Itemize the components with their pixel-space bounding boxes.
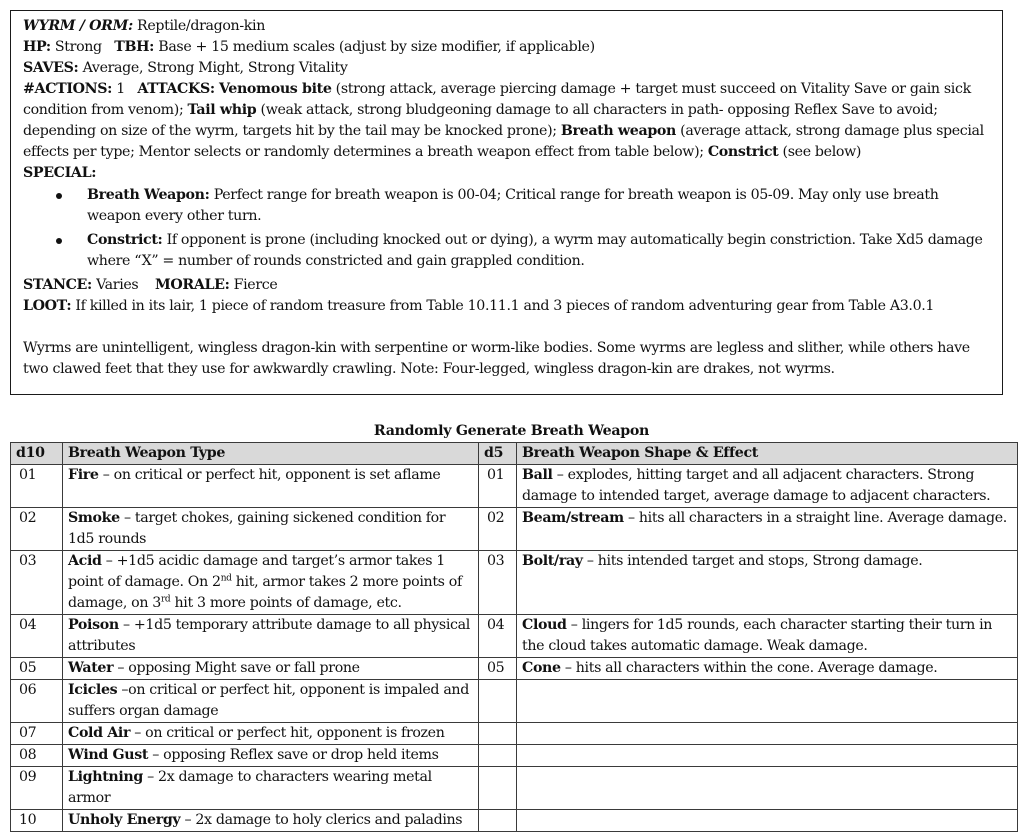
d5-cell: 04 <box>479 615 517 658</box>
type-text: – +1d5 temporary attribute damage to all physical attributes <box>68 617 470 654</box>
header-breath-weapon-type: Breath Weapon Type <box>63 443 479 465</box>
stance-value: Varies <box>91 277 139 293</box>
attack-constrict: Constrict <box>707 144 779 160</box>
type-name: Cold Air <box>68 725 131 741</box>
special-item-breath-weapon <box>87 185 994 227</box>
shape-cell <box>517 465 1018 508</box>
type-name: Unholy Energy <box>68 812 181 828</box>
type-text: hit 3 more points of damage, etc. <box>170 595 402 611</box>
d10-cell: 03 <box>11 551 63 615</box>
attack-tail-whip-text: (weak attack, strong bludgeoning damage to all characters in path- opposing Reflex Save to avoid; depending on size of the wyrm, targets hit by the tail may be knocked prone); <box>23 102 938 139</box>
attacks-label: ATTACKS: <box>137 81 215 97</box>
d10-cell: 01 <box>11 465 63 508</box>
loot-line <box>23 296 994 317</box>
type-name: Smoke <box>68 510 120 526</box>
morale-label: MORALE: <box>155 277 230 293</box>
d5-cell-empty <box>479 723 517 745</box>
shape-cell-empty <box>517 680 1018 723</box>
monster-statblock <box>10 10 1003 395</box>
type-text: – target chokes, gaining sickened condition for 1d5 rounds <box>68 510 446 547</box>
type-name: Wind Gust <box>68 747 149 763</box>
d10-cell: 06 <box>11 680 63 723</box>
loot-label: LOOT: <box>23 298 72 314</box>
type-cell <box>63 680 479 723</box>
monster-type: Reptile/dragon-kin <box>132 18 265 34</box>
type-name: Acid <box>68 553 102 569</box>
d5-cell-empty <box>479 767 517 810</box>
attack-constrict-text: (see below) <box>778 144 862 160</box>
type-name: Water <box>68 660 114 676</box>
type-name: Icicles <box>68 682 118 698</box>
attacks-paragraph <box>23 79 994 163</box>
hp-tbh-line <box>23 37 994 58</box>
special-item-constrict <box>87 230 994 272</box>
d10-cell: 08 <box>11 745 63 767</box>
type-cell <box>63 810 479 832</box>
special-item-text: Perfect range for breath weapon is 00-04; Critical range for breath weapon is 05-09. May only use breath weapon every other turn. <box>87 187 939 224</box>
table-row <box>11 658 1018 680</box>
actions-label: #ACTIONS: <box>23 81 113 97</box>
shape-cell-empty <box>517 723 1018 745</box>
d10-cell: 07 <box>11 723 63 745</box>
shape-cell-empty <box>517 767 1018 810</box>
tbh-value: Base + 15 medium scales (adjust by size modifier, if applicable) <box>154 39 595 55</box>
attack-venomous-bite-text: (strong attack, average piercing damage + target must succeed on Vitality Save or gain sick condition from venom); <box>23 81 971 118</box>
d5-cell-empty <box>479 745 517 767</box>
type-text: – 2x damage to characters wearing metal armor <box>68 769 432 806</box>
ordinal-suffix: rd <box>160 594 171 605</box>
d5-cell: 05 <box>479 658 517 680</box>
hp-label: HP: <box>23 39 51 55</box>
type-text: – opposing Might save or fall prone <box>113 660 360 676</box>
shape-cell <box>517 658 1018 680</box>
shape-name: Beam/stream <box>522 510 624 526</box>
type-text: hit, armor takes 2 more points of damage, on 3 <box>68 574 462 611</box>
tbh-label: TBH: <box>114 39 155 55</box>
type-name: Poison <box>68 617 119 633</box>
table-header-row <box>11 443 1018 465</box>
stance-label: STANCE: <box>23 277 92 293</box>
d10-cell: 10 <box>11 810 63 832</box>
type-text: – on critical or perfect hit, opponent is frozen <box>130 725 445 741</box>
table-row <box>11 767 1018 810</box>
stance-morale-line <box>23 275 994 296</box>
bullet-icon <box>56 238 62 244</box>
shape-cell-empty <box>517 745 1018 767</box>
shape-cell <box>517 508 1018 551</box>
d5-cell: 03 <box>479 551 517 615</box>
table-row <box>11 745 1018 767</box>
type-cell <box>63 465 479 508</box>
shape-name: Cloud <box>522 617 567 633</box>
special-item-name: Breath Weapon: <box>87 187 210 203</box>
type-text: – opposing Reflex save or drop held items <box>148 747 439 763</box>
attack-breath-weapon-text: (average attack, strong damage plus special effects per type; Mentor selects or randomly determines a breath weapon effect from table below); <box>23 123 984 160</box>
shape-text: – lingers for 1d5 rounds, each character starting their turn in the cloud takes automatic damage. Weak damage. <box>522 617 993 654</box>
special-list <box>23 185 994 272</box>
d5-cell-empty <box>479 810 517 832</box>
type-cell <box>63 767 479 810</box>
shape-text: – hits all characters in a straight line. Average damage. <box>623 510 1007 526</box>
type-text: – +1d5 acidic damage and target’s armor takes 1 point of damage. On 2 <box>68 553 445 590</box>
header-d5: d5 <box>479 443 517 465</box>
loot-value: If killed in its lair, 1 piece of random treasure from Table 10.11.1 and 3 pieces of random adventuring gear from Table A3.0.1 <box>71 298 935 314</box>
table-row <box>11 723 1018 745</box>
type-cell <box>63 508 479 551</box>
type-cell <box>63 723 479 745</box>
attack-breath-weapon: Breath weapon <box>560 123 676 139</box>
actions-value: 1 <box>112 81 130 97</box>
shape-name: Cone <box>522 660 561 676</box>
type-name: Lightning <box>68 769 143 785</box>
table-caption: Randomly Generate Breath Weapon <box>373 423 650 439</box>
type-cell <box>63 745 479 767</box>
statblock-title-line <box>23 16 994 37</box>
shape-cell-empty <box>517 810 1018 832</box>
d5-cell: 02 <box>479 508 517 551</box>
table-row <box>11 465 1018 508</box>
type-text: – 2x damage to holy clerics and paladins <box>180 812 463 828</box>
table-row <box>11 615 1018 658</box>
shape-name: Ball <box>522 467 553 483</box>
header-breath-weapon-shape: Breath Weapon Shape & Effect <box>517 443 1018 465</box>
shape-text: – explodes, hitting target and all adjacent characters. Strong damage to intended target, average damage to adjacent characters. <box>522 467 991 504</box>
shape-cell <box>517 551 1018 615</box>
saves-value: Average, Strong Might, Strong Vitality <box>78 60 348 76</box>
monster-name: WYRM / ORM: <box>23 18 133 34</box>
shape-text: – hits all characters within the cone. Average damage. <box>560 660 938 676</box>
special-label: SPECIAL: <box>23 165 97 181</box>
type-cell <box>63 658 479 680</box>
hp-value: Strong <box>50 39 102 55</box>
attack-venomous-bite: Venomous bite <box>218 81 332 97</box>
type-text: – on critical or perfect hit, opponent is set aflame <box>98 467 441 483</box>
type-text: –on critical or perfect hit, opponent is impaled and suffers organ damage <box>68 682 469 719</box>
breath-weapon-table <box>10 442 1018 832</box>
table-row <box>11 810 1018 832</box>
table-row <box>11 551 1018 615</box>
special-item-name: Constrict: <box>87 232 163 248</box>
shape-text: – hits intended target and stops, Strong damage. <box>582 553 923 569</box>
table-row <box>11 680 1018 723</box>
d10-cell: 04 <box>11 615 63 658</box>
morale-value: Fierce <box>229 277 278 293</box>
special-item-text: If opponent is prone (including knocked out or dying), a wyrm may automatically begin constriction. Take Xd5 damage where “X” = number of rounds constricted and gain grappled condition. <box>87 232 983 269</box>
table-row <box>11 508 1018 551</box>
header-d10: d10 <box>11 443 63 465</box>
attack-tail-whip: Tail whip <box>187 102 257 118</box>
bullet-icon <box>56 193 62 199</box>
d5-cell: 01 <box>479 465 517 508</box>
d10-cell: 09 <box>11 767 63 810</box>
saves-label: SAVES: <box>23 60 79 76</box>
ordinal-suffix: nd <box>220 573 232 584</box>
type-name: Fire <box>68 467 99 483</box>
d5-cell-empty <box>479 680 517 723</box>
monster-description: Wyrms are unintelligent, wingless dragon-kin with serpentine or worm-like bodies. Some wyrms are legless and slither, while others have two clawed feet that they use for awkwardly crawling. Note: Four-legged, wingless dragon-kin are drakes, not wyrms. <box>23 340 970 377</box>
saves-line <box>23 58 994 79</box>
shape-cell <box>517 615 1018 658</box>
d10-cell: 05 <box>11 658 63 680</box>
shape-name: Bolt/ray <box>522 553 583 569</box>
type-cell <box>63 615 479 658</box>
type-cell <box>63 551 479 615</box>
d10-cell: 02 <box>11 508 63 551</box>
